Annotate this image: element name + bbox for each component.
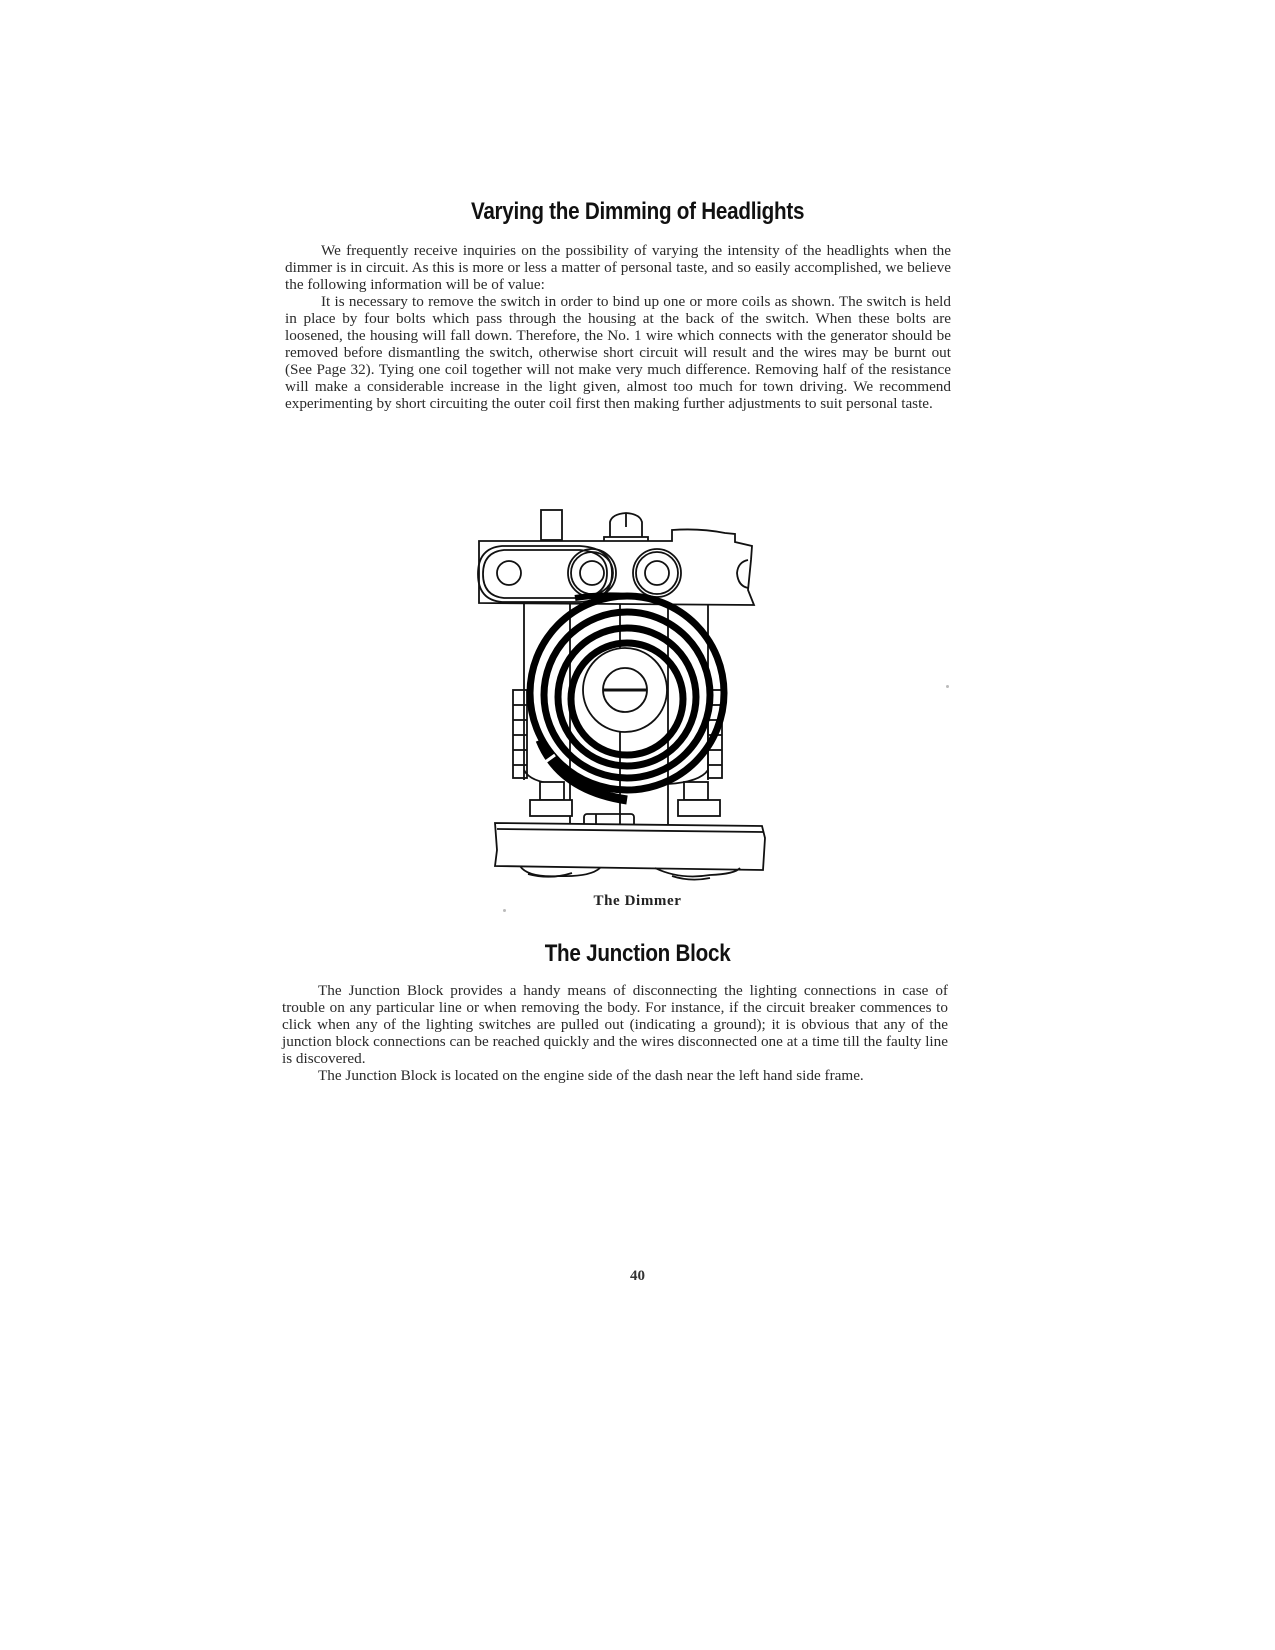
figure-caption: The Dimmer: [593, 893, 682, 909]
dimmer-drawing-icon: [460, 490, 780, 890]
paragraph: The Junction Block is located on the engine side of the dash near the left hand side frame.: [318, 1067, 864, 1084]
scan-speck: [946, 685, 949, 688]
section-heading-junction-block: The Junction Block: [544, 940, 731, 967]
paragraph: The Junction Block provides a handy means of disconnecting the lighting connections in case of trouble on any particular line or when removing the body. For instance, if the circuit breaker commences to click when any of the lighting switches are pulled out (indicating a ground); it is obvious that any of the junction block connections can be reached quickly and the wires disconnected one at a time till the faulty line is discovered.: [282, 982, 948, 1067]
dimmer-illustration: [460, 490, 780, 890]
paragraph: It is necessary to remove the switch in order to bind up one or more coils as shown. The switch is held in place by four bolts which pass through the housing at the back of the switch. When these bolts are loosened, the housing will fall down. Therefore, the No. 1 wire which connects with the generator should be removed before dismantling the switch, otherwise short circuit will result and the wires may be burnt out (See Page 32). Tying one coil together will not make very much difference. Removing half of the resistance will make a considerable increase in the light given, almost too much for town driving. We recommend experimenting by short circuiting the outer coil first then making further adjustments to suit personal taste.: [285, 293, 951, 412]
section-body-junction-block: [282, 982, 948, 1084]
section-body-dimming: [285, 242, 951, 412]
page-number: 40: [630, 1268, 645, 1284]
scan-speck: [503, 909, 506, 912]
section-heading-dimming: Varying the Dimming of Headlights: [470, 198, 805, 225]
paragraph: We frequently receive inquiries on the possibility of varying the intensity of the headlights when the dimmer is in circuit. As this is more or less a matter of personal taste, and so easily accomplished, we believe the following information will be of value:: [285, 242, 951, 293]
